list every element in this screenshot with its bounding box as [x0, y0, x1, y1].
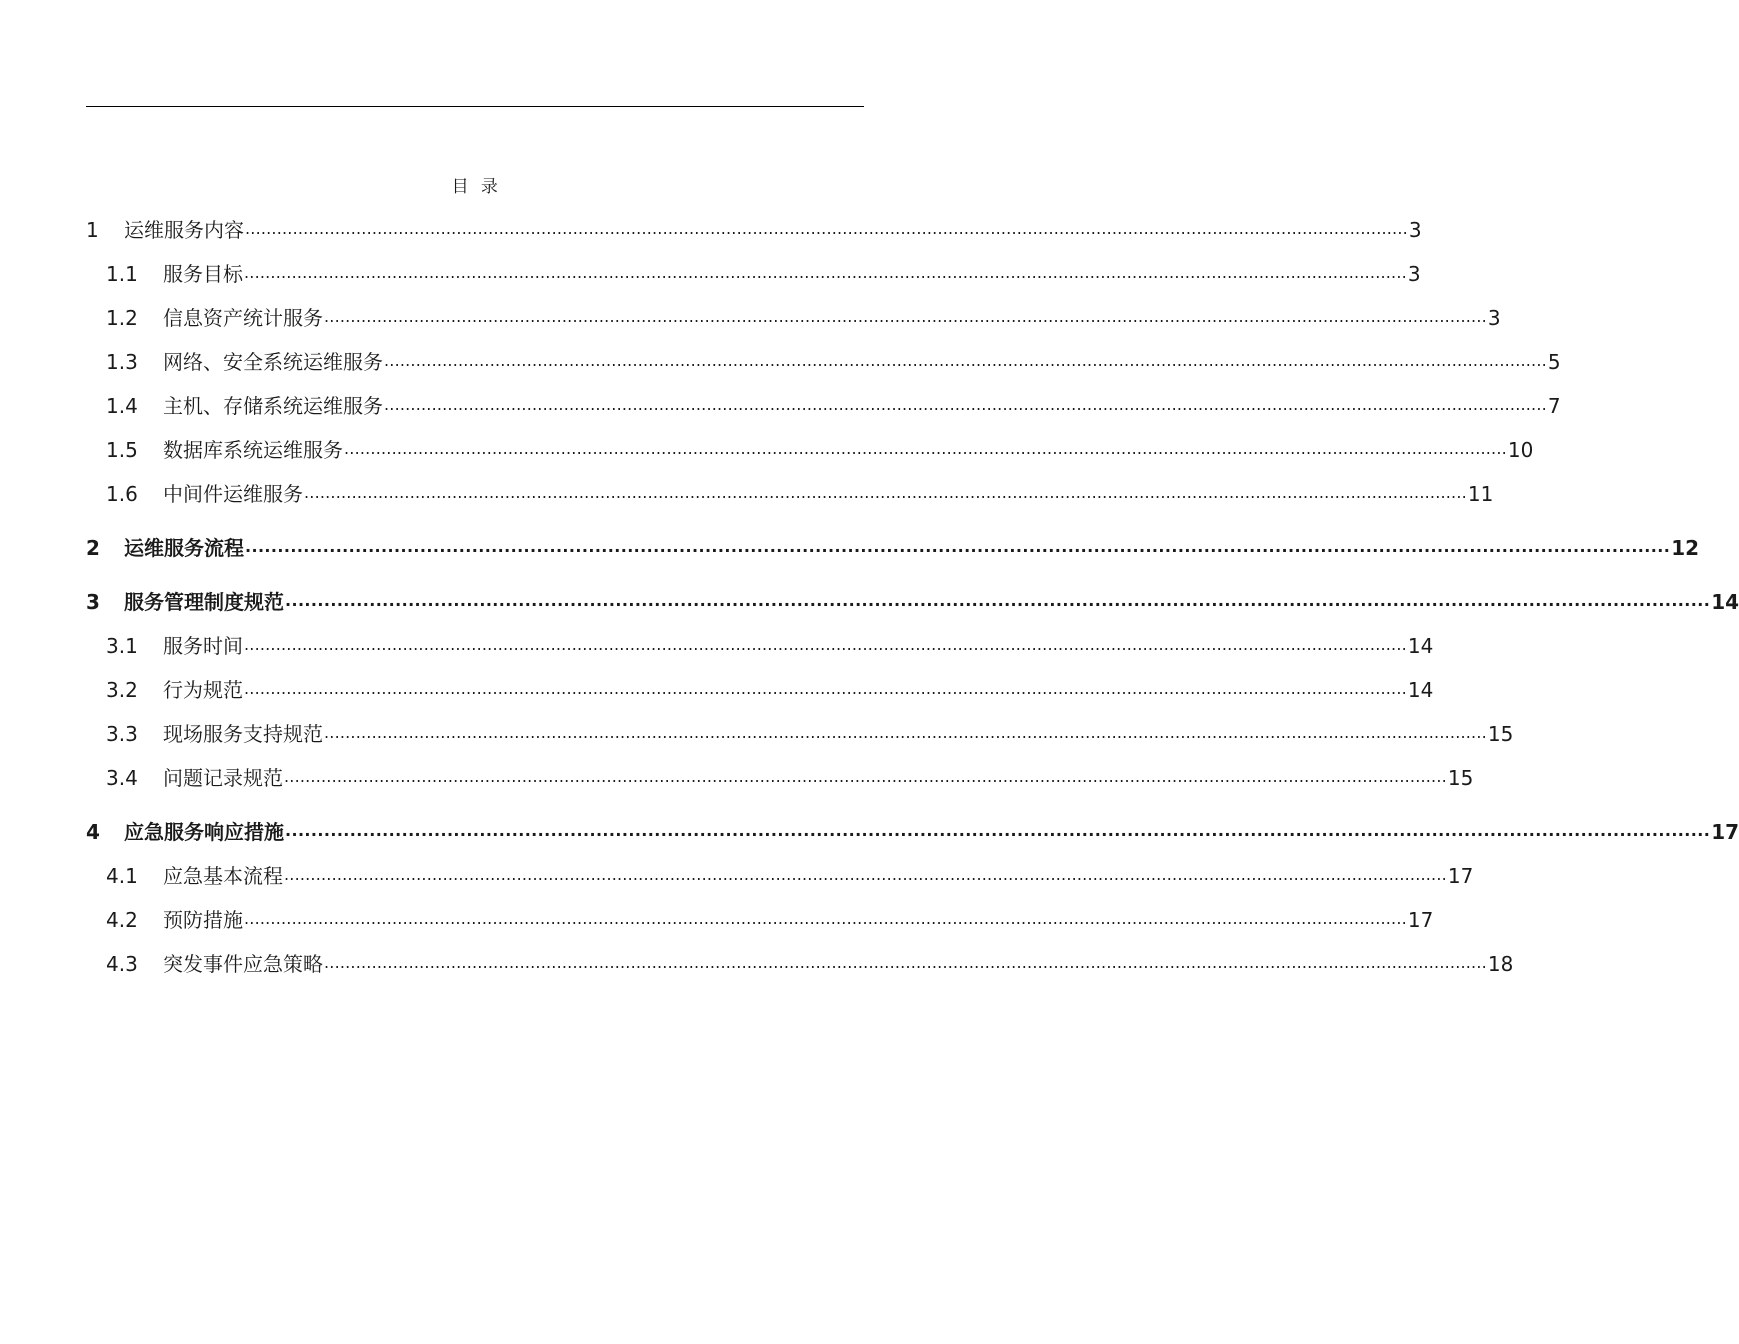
toc-entry-number: 4	[86, 820, 100, 844]
toc-entry-page: 11	[1467, 482, 1494, 506]
toc-dot-leader: ............................................................................................................................................................................................................................	[245, 219, 1408, 238]
toc-entry-title: 行为规范	[163, 678, 243, 702]
toc-dot-leader: ............................................................................................................................................................................................................................	[285, 821, 1711, 840]
toc-entry-title: 应急基本流程	[163, 864, 283, 888]
toc-entry-page: 3	[1408, 218, 1422, 242]
toc-entry-number: 1.3	[106, 350, 138, 374]
toc-entry-number: 4.2	[106, 908, 138, 932]
toc-entry-number: 1.6	[106, 482, 138, 506]
toc-entry[interactable]	[86, 762, 1474, 790]
toc-entry-number: 3.4	[106, 766, 138, 790]
toc-dot-leader: ............................................................................................................................................................................................................................	[324, 723, 1487, 742]
toc-entry-title: 服务时间	[163, 634, 243, 658]
toc-entry[interactable]	[86, 586, 1739, 614]
toc-entry-page: 3	[1407, 262, 1421, 286]
toc-entry[interactable]	[86, 948, 1514, 976]
toc-entry[interactable]	[86, 816, 1739, 844]
toc-entry-page: 15	[1447, 766, 1474, 790]
toc-dot-leader: ............................................................................................................................................................................................................................	[384, 395, 1547, 414]
toc-entry[interactable]	[86, 258, 1421, 286]
toc-dot-leader: ............................................................................................................................................................................................................................	[324, 953, 1487, 972]
toc-entry-number: 4.3	[106, 952, 138, 976]
toc-entry-page: 14	[1407, 634, 1434, 658]
toc-dot-leader: ............................................................................................................................................................................................................................	[324, 307, 1487, 326]
toc-entry[interactable]	[86, 302, 1501, 330]
toc-entry-title: 中间件运维服务	[163, 482, 303, 506]
toc-entry-page: 18	[1487, 952, 1514, 976]
toc-dot-leader: ............................................................................................................................................................................................................................	[244, 635, 1407, 654]
toc-dot-leader: ............................................................................................................................................................................................................................	[285, 591, 1711, 610]
toc-entry-number: 3.1	[106, 634, 138, 658]
toc-entry-title: 现场服务支持规范	[163, 722, 323, 746]
toc-entry-page: 14	[1711, 590, 1739, 614]
toc-entry[interactable]	[86, 434, 1534, 462]
toc-entry-number: 4.1	[106, 864, 138, 888]
toc-entry[interactable]	[86, 346, 1561, 374]
toc-entry-title: 运维服务流程	[124, 536, 244, 560]
toc-dot-leader: ............................................................................................................................................................................................................................	[284, 767, 1447, 786]
toc-entry-page: 5	[1547, 350, 1561, 374]
toc-entry-title: 预防措施	[163, 908, 243, 932]
toc-entry-title: 网络、安全系统运维服务	[163, 350, 383, 374]
toc-entry-page: 17	[1711, 820, 1739, 844]
toc-entry-title: 突发事件应急策略	[163, 952, 323, 976]
toc-dot-leader: ............................................................................................................................................................................................................................	[245, 537, 1671, 556]
toc-entry-page: 15	[1487, 722, 1514, 746]
toc-title: 目 录	[451, 177, 499, 197]
toc-dot-leader: ............................................................................................................................................................................................................................	[244, 679, 1407, 698]
toc-entry-page: 7	[1547, 394, 1561, 418]
toc-entry-title: 问题记录规范	[163, 766, 283, 790]
toc-entry-page: 10	[1507, 438, 1534, 462]
toc-entry-title: 信息资产统计服务	[163, 306, 323, 330]
toc-entry-title: 数据库系统运维服务	[163, 438, 343, 462]
toc-entry-number: 1.1	[106, 262, 138, 286]
toc-entry-title: 应急服务响应措施	[124, 820, 284, 844]
toc-dot-leader: ............................................................................................................................................................................................................................	[344, 439, 1507, 458]
toc-entry[interactable]	[86, 674, 1434, 702]
toc-entry-number: 1.2	[106, 306, 138, 330]
toc-entry-number: 1	[86, 218, 99, 242]
toc-entry[interactable]	[86, 478, 1494, 506]
toc-entry[interactable]	[86, 214, 1422, 242]
toc-entry-title: 主机、存储系统运维服务	[163, 394, 383, 418]
toc-entry-page: 17	[1407, 908, 1434, 932]
toc-entry-page: 12	[1671, 536, 1700, 560]
toc-entry-number: 2	[86, 536, 100, 560]
toc-entry[interactable]	[86, 718, 1514, 746]
toc-entry-page: 3	[1487, 306, 1501, 330]
toc-dot-leader: ............................................................................................................................................................................................................................	[244, 263, 1407, 282]
toc-entry-number: 3.3	[106, 722, 138, 746]
toc-entry-page: 17	[1447, 864, 1474, 888]
toc-dot-leader: ............................................................................................................................................................................................................................	[384, 351, 1547, 370]
toc-entry[interactable]	[86, 860, 1474, 888]
toc-entry[interactable]	[86, 532, 1700, 560]
toc-entry-title: 服务管理制度规范	[124, 590, 284, 614]
toc-entry-number: 1.4	[106, 394, 138, 418]
toc-entry-title: 服务目标	[163, 262, 243, 286]
toc-entry-number: 3	[86, 590, 100, 614]
toc-entry[interactable]	[86, 904, 1434, 932]
toc-entry-number: 1.5	[106, 438, 138, 462]
toc-entry-number: 3.2	[106, 678, 138, 702]
toc-dot-leader: ............................................................................................................................................................................................................................	[244, 909, 1407, 928]
toc-entry[interactable]	[86, 630, 1434, 658]
toc-entry[interactable]	[86, 390, 1561, 418]
toc-entry-page: 14	[1407, 678, 1434, 702]
toc-dot-leader: ............................................................................................................................................................................................................................	[304, 483, 1467, 502]
toc-entry-title: 运维服务内容	[124, 218, 244, 242]
toc-dot-leader: ............................................................................................................................................................................................................................	[284, 865, 1447, 884]
